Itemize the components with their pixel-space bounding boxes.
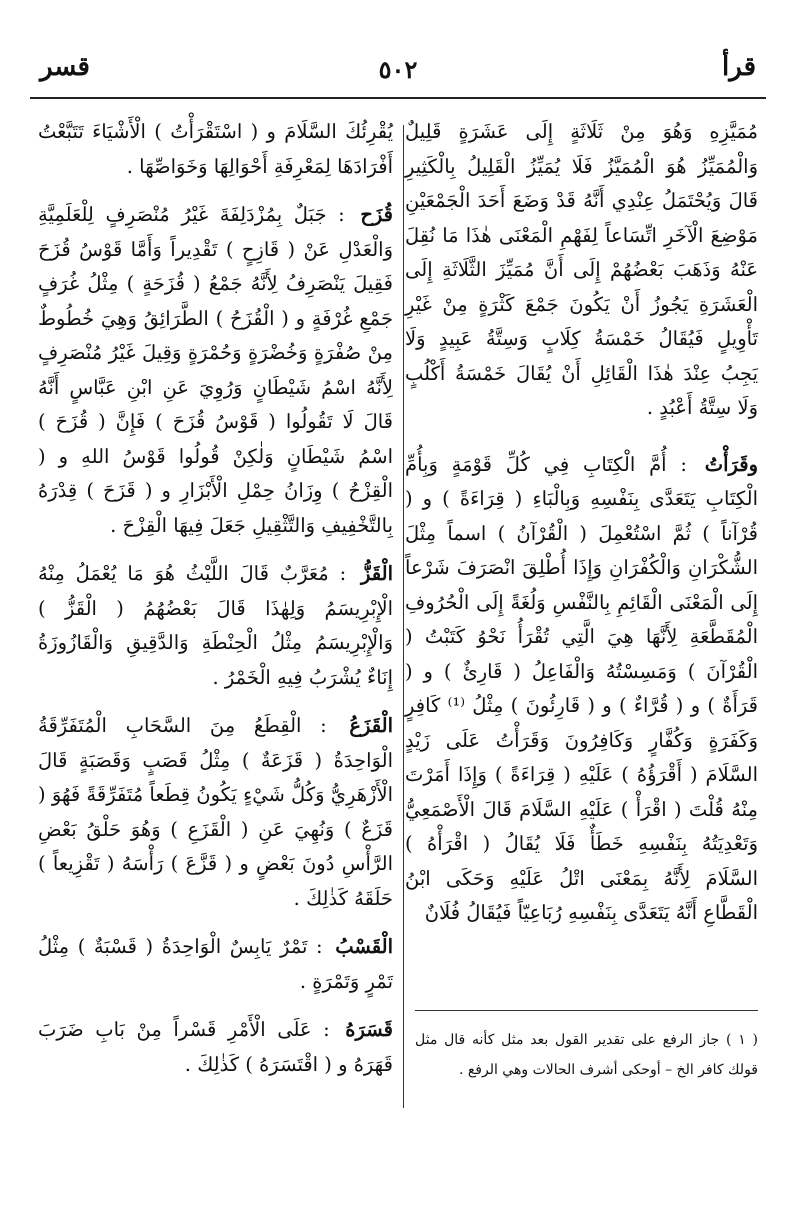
entry-body: : جَبَلٌ بِمُزْدَلِفَةَ غَيْرُ مُنْصَرِفٍ لِلْعَلَمِيَّةِ وَالْعَدْلِ عَنْ ( قَازِحٍ ) تَقْدِيراً وَأَمَّا قَوْسُ قُزَحَ فَقِيلَ يَنْصَرِفُ لِأَنَّهُ جَمْعُ ( قُزَحَةٍ ) مِثْلُ غُرَفٍ جَمْعِ غُرْفَةٍ و ( الْقُزَحُ ) الطَّرَائِقُ وَهِيَ خُطُوطٌ مِنْ صُفْرَةٍ وَخُضْرَةٍ وَحُمْرَةٍ وَقِيلَ غَيْرُ مُنْصَرِفٍ لِأَنَّهُ اسْمُ شَيْطَانٍ وَرُوِيَ عَنِ ابْنِ عَبَّاسٍ أَنَّهُ قَالَ لَا تَقُولُوا ( قَوْسُ قُزَحَ ) فَإِنَّ ( قُزَحَ ) اسْمُ شَيْطَانٍ وَلٰكِنْ قُولُوا قَوْسُ اللهِ و ( الْقِزْحُ ) وِزَانُ حِمْلِ الْأَبْزَارِ و ( قَزَحَ ) قِدْرَهُ بِالتَّخْفِيفِ وَالتَّثْقِيلِ جَعَلَ فِيهَا الْقِزْحَ . [38,203,393,537]
entry-qara [405,448,758,931]
entry-body: : تَمْرٌ يَابِسٌ الْوَاحِدَةُ ( قَسْبَةٌ ) مِثْلُ تَمْرٍ وَتَمْرَةٍ . [38,935,393,993]
headword: وقَرَأْتُ [704,452,758,476]
headword: قُزَح [360,203,393,226]
running-head-left: قسر [40,52,90,82]
entry-body: : عَلَى الْأَمْرِ قَسْراً مِنْ بَابِ ضَرَبَ قَهَرَهُ و ( اقْتَسَرَهُ ) كَذٰلِكَ . [38,1018,393,1076]
headword: قَسَرَهُ [345,1018,393,1041]
entry-qaza [38,709,393,916]
entry-body: : أُمَّ الْكِتَابِ فِي كُلِّ قَوْمَةٍ وَبِأُمِّ الْكِتَابِ يَتَعَدَّى بِنَفْسِهِ وَبِالْبَاءِ ( قِرَاءَةً ) و ( قُرْآناً ) ثُمَّ اسْتُعْمِلَ ( الْقُرْآنُ ) اسماً مِثْلَ الشُّكْرَانِ وَالْكُفْرَانِ وَإِذَا أُطْلِقَ انْصَرَفَ شَرْعاً إِلَى الْمَعْنَى الْقَائِمِ بِالنَّفْسِ وَلُغَةً إِلَى الْحُرُوفِ الْمُقَطَّعَةِ لِأَنَّهَا هِيَ الَّتِي تُقْرَأُ نَحْوُ كَتَبْتُ ( الْقُرْآنَ ) وَمَسِسْتُهُ وَالْفَاعِلُ ( قَارِئٌ ) و ( قَرَأَةٌ ) و ( قُرَّاءٌ ) و ( قَارِئُونَ ) مِثْلُ ⁽¹⁾ كَافِرٍ وَكَفَرَةٍ وَكُفَّارٍ وَكَافِرُونَ وَقَرَأْتُ عَلَى زَيْدٍ السَّلَامَ ( أَقْرَؤُهُ ) عَلَيْهِ ( قِرَاءَةً ) وَإِذَا أَمَرْتَ مِنْهُ قُلْتَ ( اقْرَأْ ) عَلَيْهِ السَّلَامَ قَالَ الْأَصْمَعِيُّ وَتَعْدِيَتُهُ بِنَفْسِهِ خَطَأٌ فَلَا يُقَالُ ( اقْرَأْهُ ) السَّلَامَ لِأَنَّهُ بِمَعْنَى اتْلُ عَلَيْهِ وَحَكَى ابْنُ الْقَطَّاعِ أَنَّهُ يَتَعَدَّى بِنَفْسِهِ رُبَاعِيّاً فَيُقَالُ فُلَانٌ [405,452,759,924]
entry-qasb [38,930,393,999]
column-divider [403,125,404,1108]
entry-continuation-right: مُمَيَّزِهِ وَهُوَ مِنْ ثَلَاثَةٍ إِلَى عَشَرَةٍ قَلِيلٌ وَالْمُمَيِّزُ هُوَ الْمُمَيَّزُ فَلَا يُمَيِّزُ الْقَلِيلُ بِالْكَثِيرِ قَالَ وَيُحْتَمَلُ عِنْدِي أَنَّهُ قَدْ وَضَعَ أَحَدَ الْجَمْعَيْنِ مَوْضِعَ الْآخَرِ اتِّسَاعاً لِفَهْمِ الْمَعْنَى هٰذَا مَا نُقِلَ عَنْهُ وَذَهَبَ بَعْضُهُمْ إِلَى أَنَّ مُمَيِّزَ الثَّلَاثَةِ إِلَى الْعَشَرَةِ يَجُوزُ أَنْ يَكُونَ جَمْعَ كَثْرَةٍ مِنْ غَيْرِ تَأْوِيلٍ فَيُقَالُ خَمْسَةُ كِلَابٍ وَسِتَّةُ عَبِيدٍ وَلَا يَجِبُ عِنْدَ هٰذَا الْقَائِلِ أَنْ يُقَالَ خَمْسَةُ أَكْلُبٍ وَلَا سِتَّةُ أَعْبُدٍ . [405,120,758,419]
entry-body: : مُعَرَّبٌ قَالَ اللَّيْثُ هُوَ مَا يُعْمَلُ مِنْهُ الْإِبْرِيسَمُ وَلِهٰذَا قَالَ بَعْضُهُمُ ( الْقَزُّ ) وَالْإِبْرِيسَمُ مِثْلُ الْحِنْطَةِ وَالدَّقِيقِ وَالْقَازُوزَةُ إِنَاءٌ يُشْرَبُ فِيهِ الْخَمْرُ . [38,562,393,689]
header-rule [30,97,766,99]
entry-continuation-left: يُقْرِئُكَ السَّلَامَ و ( اسْتَقْرَأْتُ ) الْأَشْيَاءَ تَتَبَّعْتُ أَفْرَادَهَا لِمَعْرِفَةِ أَحْوَالِهَا وَخَوَاصِّهَا . [38,120,393,178]
entry-body: : الْقِطَعُ مِنَ السَّحَابِ الْمُتَفَرِّقَةُ الْوَاحِدَةُ ( قَزَعَةٌ ) مِثْلُ قَصَبٍ وَقَصَبَةٍ قَالَ الْأَزْهَرِيُّ وَكُلُّ شَيْءٍ يَكُونُ قِطَعاً مُتَفَرِّقَةً فَهُوَ ( قَزَعٌ ) وَنُهِيَ عَنِ ( الْقَزَعِ ) وَهُوَ حَلْقُ بَعْضِ الرَّأْسِ دُونَ بَعْضٍ و ( قَزَّعَ ) رَأْسَهُ ( تَقْزِيعاً ) حَلَقَهُ كَذٰلِكَ . [38,714,393,910]
running-head-right: قرأ [722,52,756,82]
entry-qazz [38,557,393,695]
headword: الْقَزُّ [361,562,394,585]
right-column [405,115,758,945]
headword: الْقَزَعُ [349,714,393,737]
left-column [38,115,393,1096]
page-number: ٥٠٢ [378,55,418,84]
entry-qazah [38,198,393,543]
footnote-area [415,1010,758,1085]
headword: الْقَسْبُ [335,935,393,958]
entry-qasarahu [38,1013,393,1082]
footnote-1: ( ١ ) جاز الرفع على تقدير القول بعد مثل كأنه قال مثل قولك كافر الخ – أوحكى أشرف الحالات وهي الرفع . [415,1032,759,1078]
